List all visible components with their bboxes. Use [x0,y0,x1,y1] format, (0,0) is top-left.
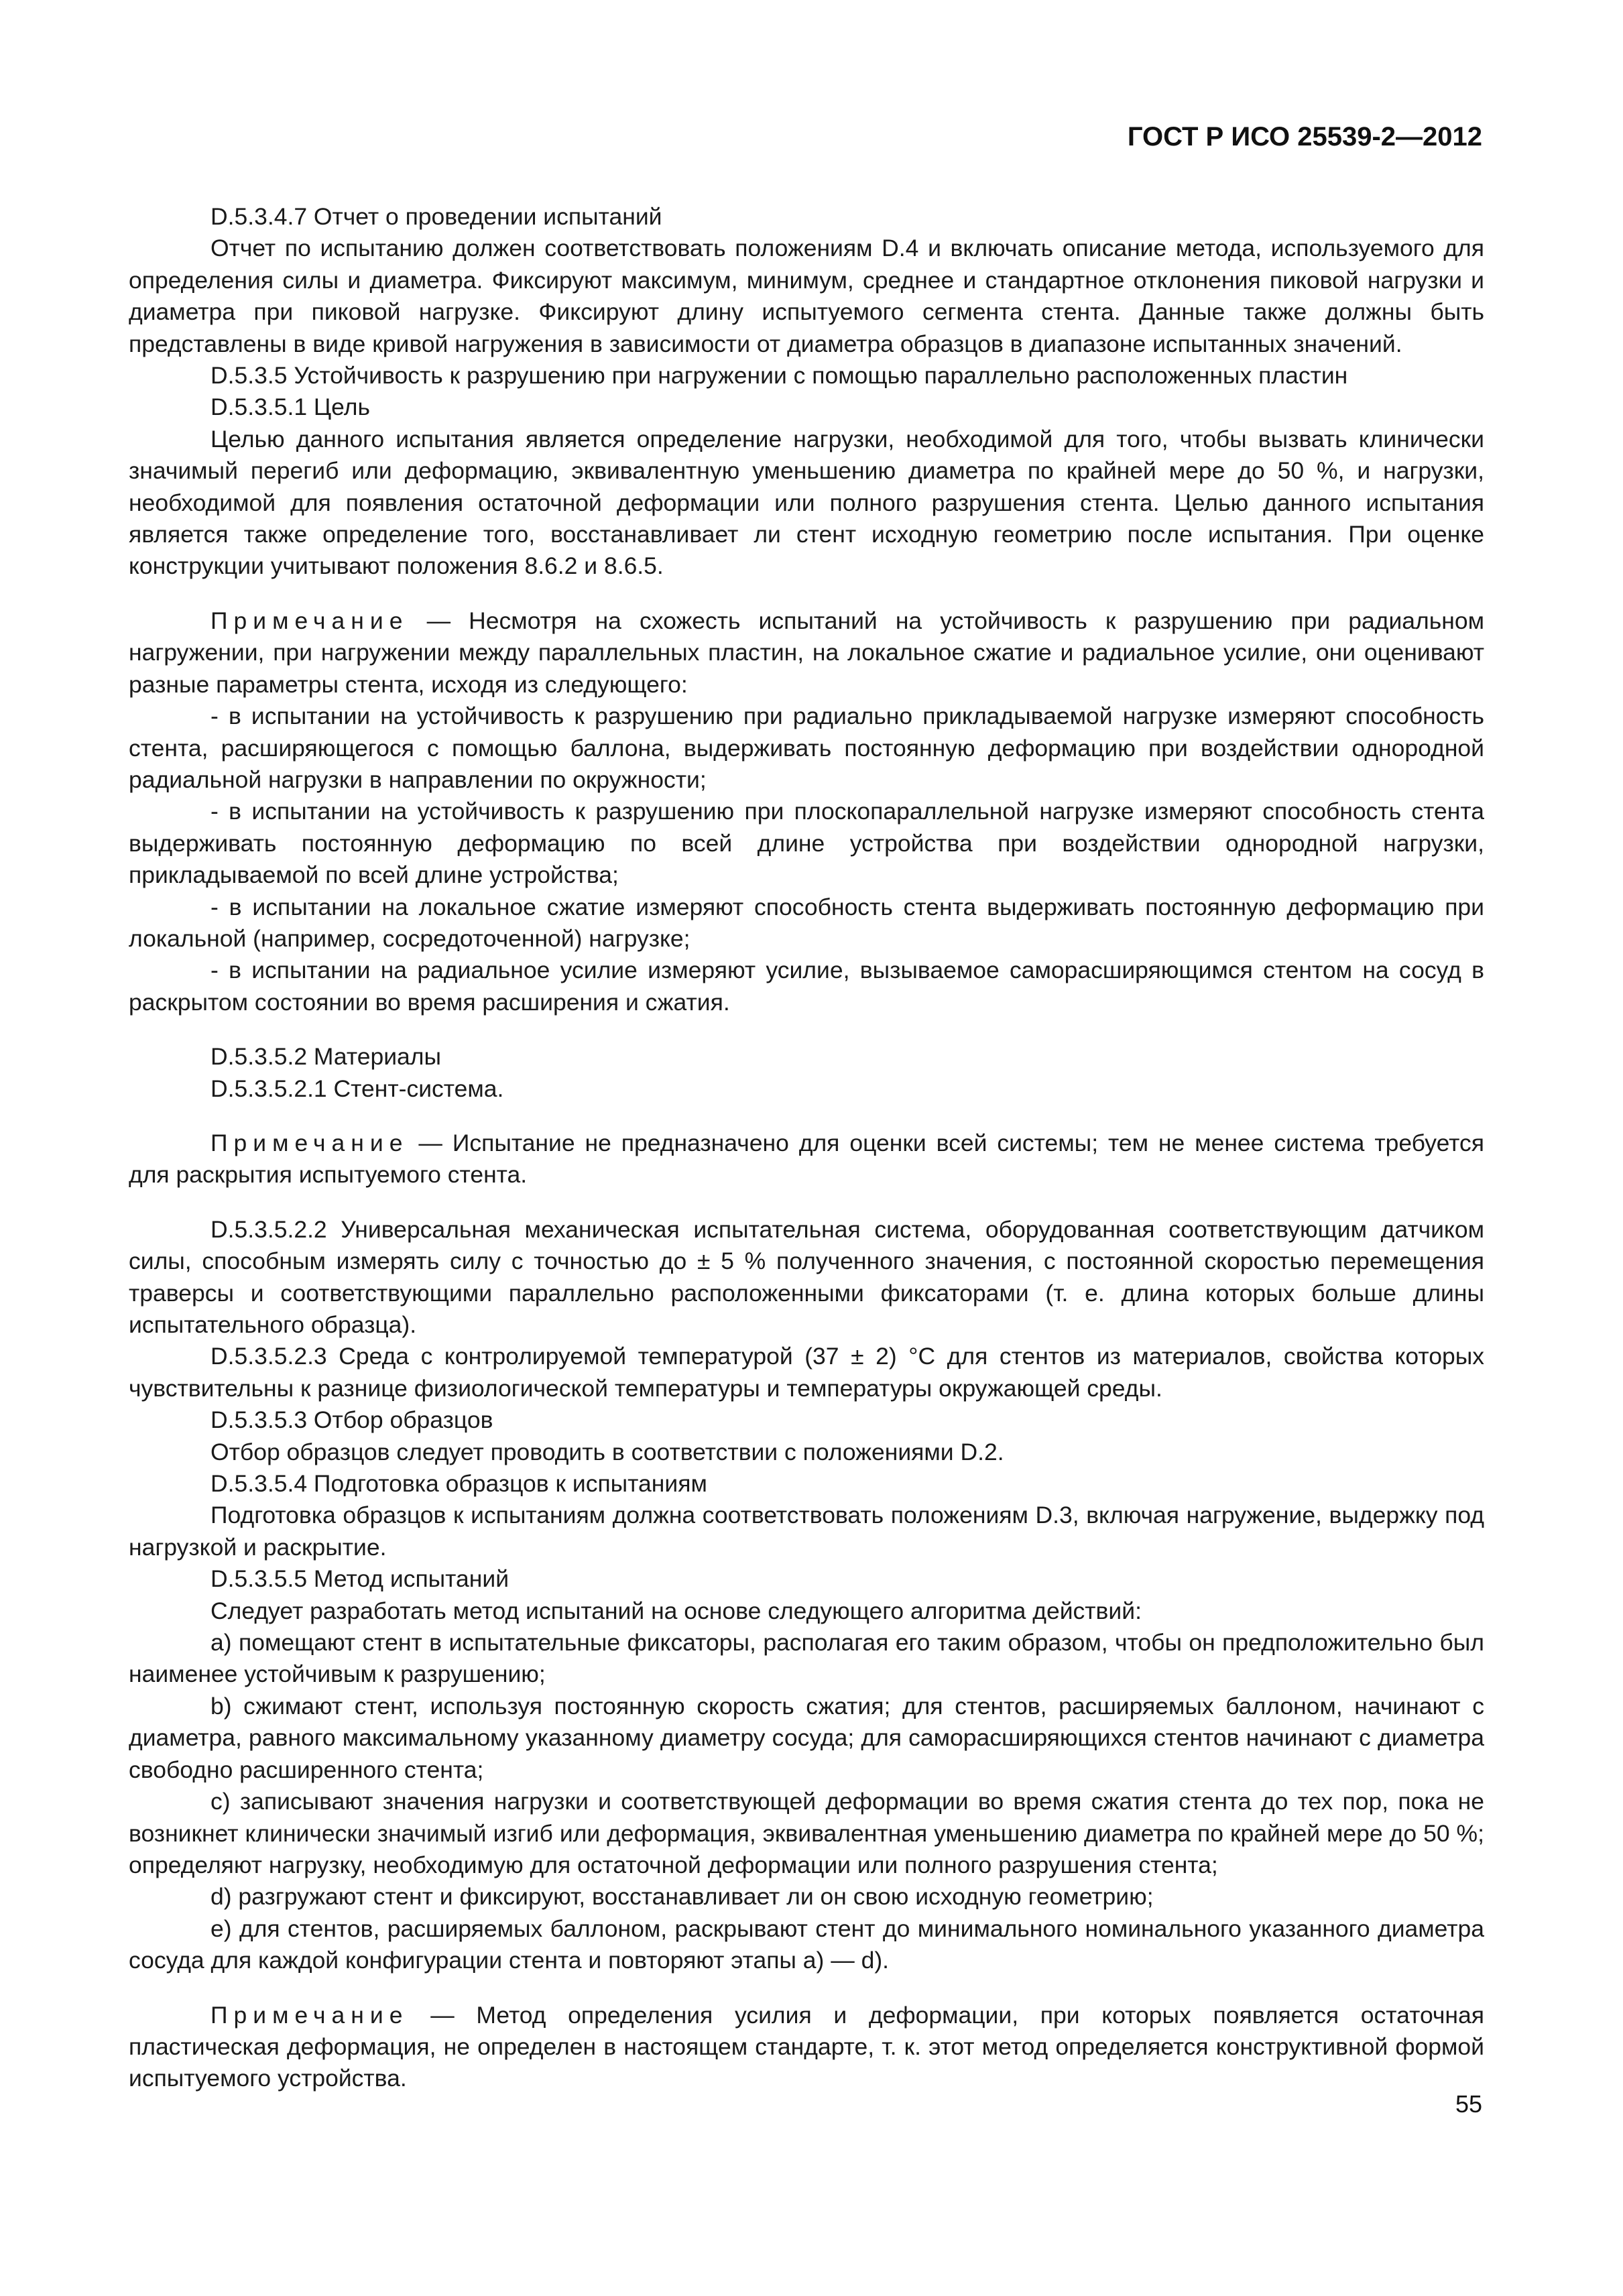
list-item: d) разгружают стент и фиксируют, восстанавливает ли он свою исходную геометрию; [211,1883,1154,1911]
paragraph: Подготовка образцов к испытаниям должна соответствовать положениям D.3, включая нагружение, выдержку под нагрузкой и раскрытие. [129,1502,1484,1561]
list-item: c) записывают значения нагрузки и соответствующей деформации во время сжатия стента до тех пор, пока не возникнет клинически значимый изгиб или деформация, эквивалентная уменьшению диаметра по крайней мере до 50 %; определяют нагрузку, необходимую для остаточной деформации или полного разрушения стента; [129,1788,1484,1878]
note-text: — Несмотря на схожесть испытаний на устойчивость к разрушению при радиальном нагружении, при нагружении между параллельных пластин, на локальное сжатие и радиальное усилие, они оценивают разные параметры стента, исходя из следующего: [129,607,1484,698]
note-label: Примечание [211,607,409,634]
note [129,2000,1484,2095]
note-label: Примечание [211,1129,409,1156]
paragraph: Следует разработать метод испытаний на основе следующего алгоритма действий: [211,1597,1142,1624]
paragraph: Отчет по испытанию должен соответствовать положениям D.4 и включать описание метода, используемого для определения силы и диаметра. Фиксируют максимум, минимум, среднее и стандартное отклонения пиковой нагрузки и диаметра при пиковой нагрузке. Фиксируют длину испытуемого сегмента стента. Данные также должны быть представлены в виде кривой нагружения в зависимости от диаметра образцов в диапазоне испытанных значений. [129,235,1484,357]
document-body [129,201,1484,2095]
section-heading: D.5.3.5 Устойчивость к разрушению при нагружении с помощью параллельно расположенных пластин [211,362,1348,389]
paragraph: Целью данного испытания является определение нагрузки, необходимой для того, чтобы вызвать клинически значимый перегиб или деформацию, эквивалентную уменьшению диаметра по крайней мере до 50 %, и нагрузки, необходимой для появления остаточной деформации или полного разрушения стента. Целью данного испытания является также определение того, восстанавливает ли стент исходную геометрию после испытания. При оценке конструкции учитывают положения 8.6.2 и 8.6.5. [129,425,1484,580]
section-heading: D.5.3.5.4 Подготовка образцов к испытаниям [211,1470,707,1498]
section-heading: D.5.3.5.2.1 Стент-система. [211,1075,504,1102]
section-heading: D.5.3.5.5 Метод испытаний [211,1565,509,1593]
document-header: ГОСТ Р ИСО 25539-2—2012 [1127,122,1482,152]
list-item: b) сжимают стент, используя постоянную скорость сжатия; для стентов, расширяемых баллоном, начинают с диаметра, равного максимальному указанному диаметру сосуда; для саморасширяющихся стентов начинают с диаметра свободно расширенного стента; [129,1692,1484,1783]
paragraph: Отбор образцов следует проводить в соответствии с положениями D.2. [211,1438,1004,1465]
paragraph: D.5.3.5.2.3 Среда с контролируемой температурой (37 ± 2) °С для стентов из материалов, свойства которых чувствительны к разнице физиологической температуры и температуры окружающей среды. [129,1343,1484,1402]
section-heading: D.5.3.4.7 Отчет о проведении испытаний [211,203,662,230]
section-heading: D.5.3.5.3 Отбор образцов [211,1406,493,1434]
section-heading: D.5.3.5.1 Цель [211,394,370,421]
list-item: - в испытании на устойчивость к разрушению при плоскопараллельной нагрузке измеряют способность стента выдерживать постоянную деформацию по всей длине устройства при воздействии однородной нагрузки, прикладываемой по всей длине устройства; [129,798,1484,889]
list-item: - в испытании на локальное сжатие измеряют способность стента выдерживать постоянную деформацию при локальной (например, сосредоточенной) нагрузке; [129,893,1484,952]
note-text: — Метод определения усилия и деформации, при которых появляется остаточная пластическая деформация, не определен в настоящем стандарте, т. к. этот метод определяется конструктивной формой испытуемого устройства. [129,2001,1484,2092]
list-item: e) для стентов, расширяемых баллоном, раскрывают стент до минимального номинального указанного диаметра сосуда для каждой конфигурации стента и повторяют этапы a) — d). [129,1915,1484,1974]
note-text: — Испытание не предназначено для оценки всей системы; тем не менее система требуется для раскрытия испытуемого стента. [129,1129,1484,1189]
list-item: a) помещают стент в испытательные фиксаторы, располагая его таким образом, чтобы он предположительно был наименее устойчивым к разрушению; [129,1629,1484,1688]
page-number: 55 [1455,2090,1482,2118]
list-item: - в испытании на устойчивость к разрушению при радиально прикладываемой нагрузке измеряют способность стента, расширяющегося с помощью баллона, выдерживать постоянную деформацию при воздействии однородной радиальной нагрузки в направлении по окружности; [129,703,1484,793]
paragraph: D.5.3.5.2.2 Универсальная механическая испытательная система, оборудованная соответствующим датчиком силы, способным измерять силу с точностью до ± 5 % полученного значения, с постоянной скоростью перемещения траверсы и соответствующими параллельно расположенными фиксаторами (т. е. длина которых больше длины испытательного образца). [129,1215,1484,1338]
note [129,605,1484,701]
list-item: - в испытании на радиальное усилие измеряют усилие, вызываемое саморасширяющимся стентом на сосуд в раскрытом состоянии во время расширения и сжатия. [129,957,1484,1016]
section-heading: D.5.3.5.2 Материалы [211,1043,442,1071]
note-label: Примечание [211,2001,409,2029]
note [129,1128,1484,1191]
